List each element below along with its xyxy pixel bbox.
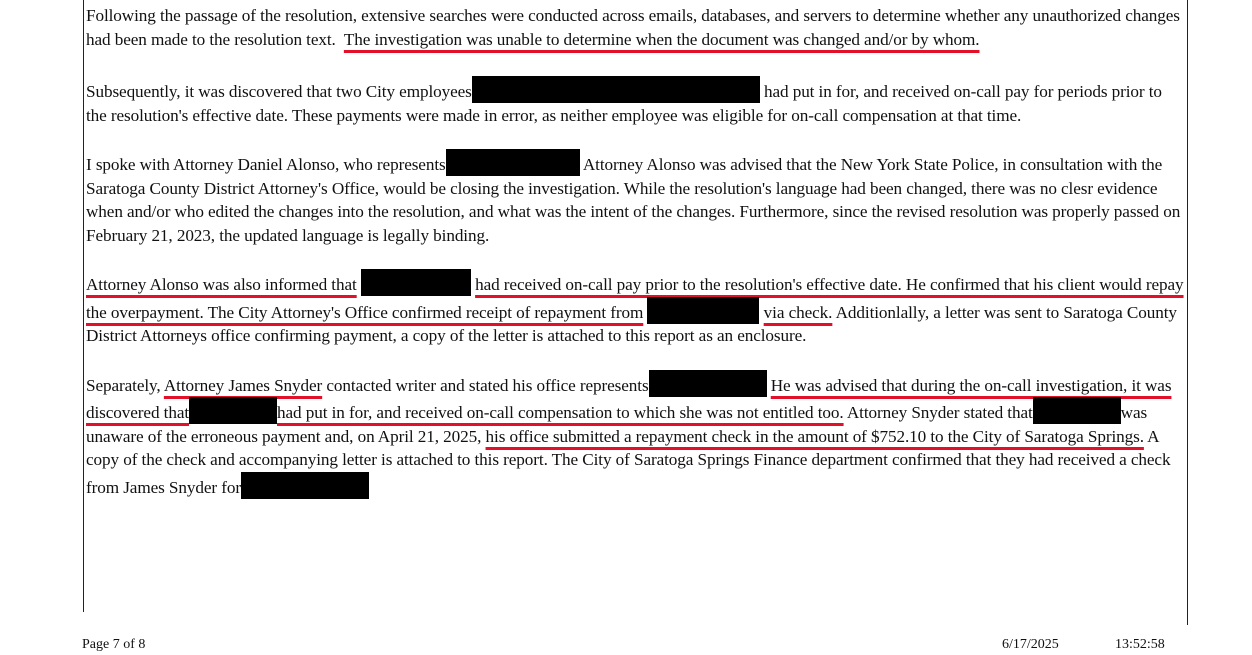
paragraph-employee-payments	[86, 76, 1184, 127]
report-body	[86, 4, 1184, 521]
footer-time: 13:52:58	[1115, 637, 1165, 652]
text-span: Following the passage of the resolution, extensive searches were conducted across emails, databases, and servers to determine whether any unauthorized changes had been made to the resolution text.	[86, 6, 1180, 49]
text-span: was unaware of the erroneous payment and, on April 21, 2025,	[86, 403, 1148, 446]
text-span: Subsequently, it was discovered that two City employees	[86, 82, 472, 101]
highlighted-text: Attorney Alonso was also informed that	[86, 275, 357, 294]
highlighted-text: his office submitted a repayment check in the amount of $752.10 to the City of Saratoga Springs.	[485, 426, 1144, 446]
text-span: had put in for, and received on-call pay for periods prior to the resolution's effective date. These payments were made in error, as neither employee was eligible for on-call compensation at that time.	[86, 82, 1162, 125]
paragraph-search-results	[86, 4, 1184, 51]
text-span: contacted writer and stated his office represents	[326, 375, 649, 395]
text-span: I spoke with Attorney Daniel Alonso, who represents	[86, 155, 446, 174]
paragraph-attorney-snyder	[86, 370, 1184, 500]
text-span: Separately,	[86, 375, 161, 395]
redaction-box	[1033, 397, 1121, 424]
page-border-right	[1187, 0, 1188, 625]
text-span: Attorney Alonso was advised that the New York State Police, in consultation with the Saratoga County District Attorney's Office, would be closing the investigation. While the resolution's language had been changed, there was no clesr evidence when and/or who edited the changes into the resolution, and what was the intent of the changes. Furthermore, since the revised resolution was properly passed on February 21, 2023, the updated language is legally binding.	[86, 155, 1181, 245]
redaction-box	[361, 269, 471, 296]
highlighted-text: Attorney James Snyder	[163, 375, 323, 395]
highlighted-text: The investigation was unable to determine when the document was changed and/or by whom.	[343, 29, 980, 49]
text-span: Additionlally, a letter was sent to Saratoga County District Attorneys office confirming payment, a copy of the letter is attached to this report as an enclosure.	[86, 302, 1177, 345]
text-span: Attorney Snyder stated that	[846, 403, 1033, 422]
paragraph-attorney-alonso	[86, 149, 1184, 247]
redaction-box	[647, 297, 759, 324]
highlighted-text: He was advised that during the on-call investigation, it was discovered that	[86, 375, 1172, 422]
redaction-box	[472, 76, 760, 103]
highlighted-text: had received on-call pay prior to the resolution's effective date. He confirmed that his client would repay the overpayment. The City Attorney's Office confirmed receipt of repayment from	[86, 275, 1184, 322]
page-border-left	[83, 0, 84, 612]
highlighted-text: had put in for, and received on-call compensation to which she was not entitled too.	[277, 403, 844, 422]
text-span: A copy of the check and accompanying letter is attached to this report. The City of Saratoga Springs Finance department confirmed that they had received a check from James Snyder for	[86, 426, 1171, 497]
redaction-box	[446, 149, 580, 176]
redaction-box	[189, 397, 277, 424]
paragraph-repayment-alonso	[86, 269, 1184, 348]
redaction-box	[241, 472, 369, 499]
footer-date: 6/17/2025	[1002, 637, 1059, 652]
highlighted-text: via check.	[763, 302, 833, 322]
page-number: Page 7 of 8	[82, 637, 146, 652]
redaction-box	[649, 370, 767, 397]
